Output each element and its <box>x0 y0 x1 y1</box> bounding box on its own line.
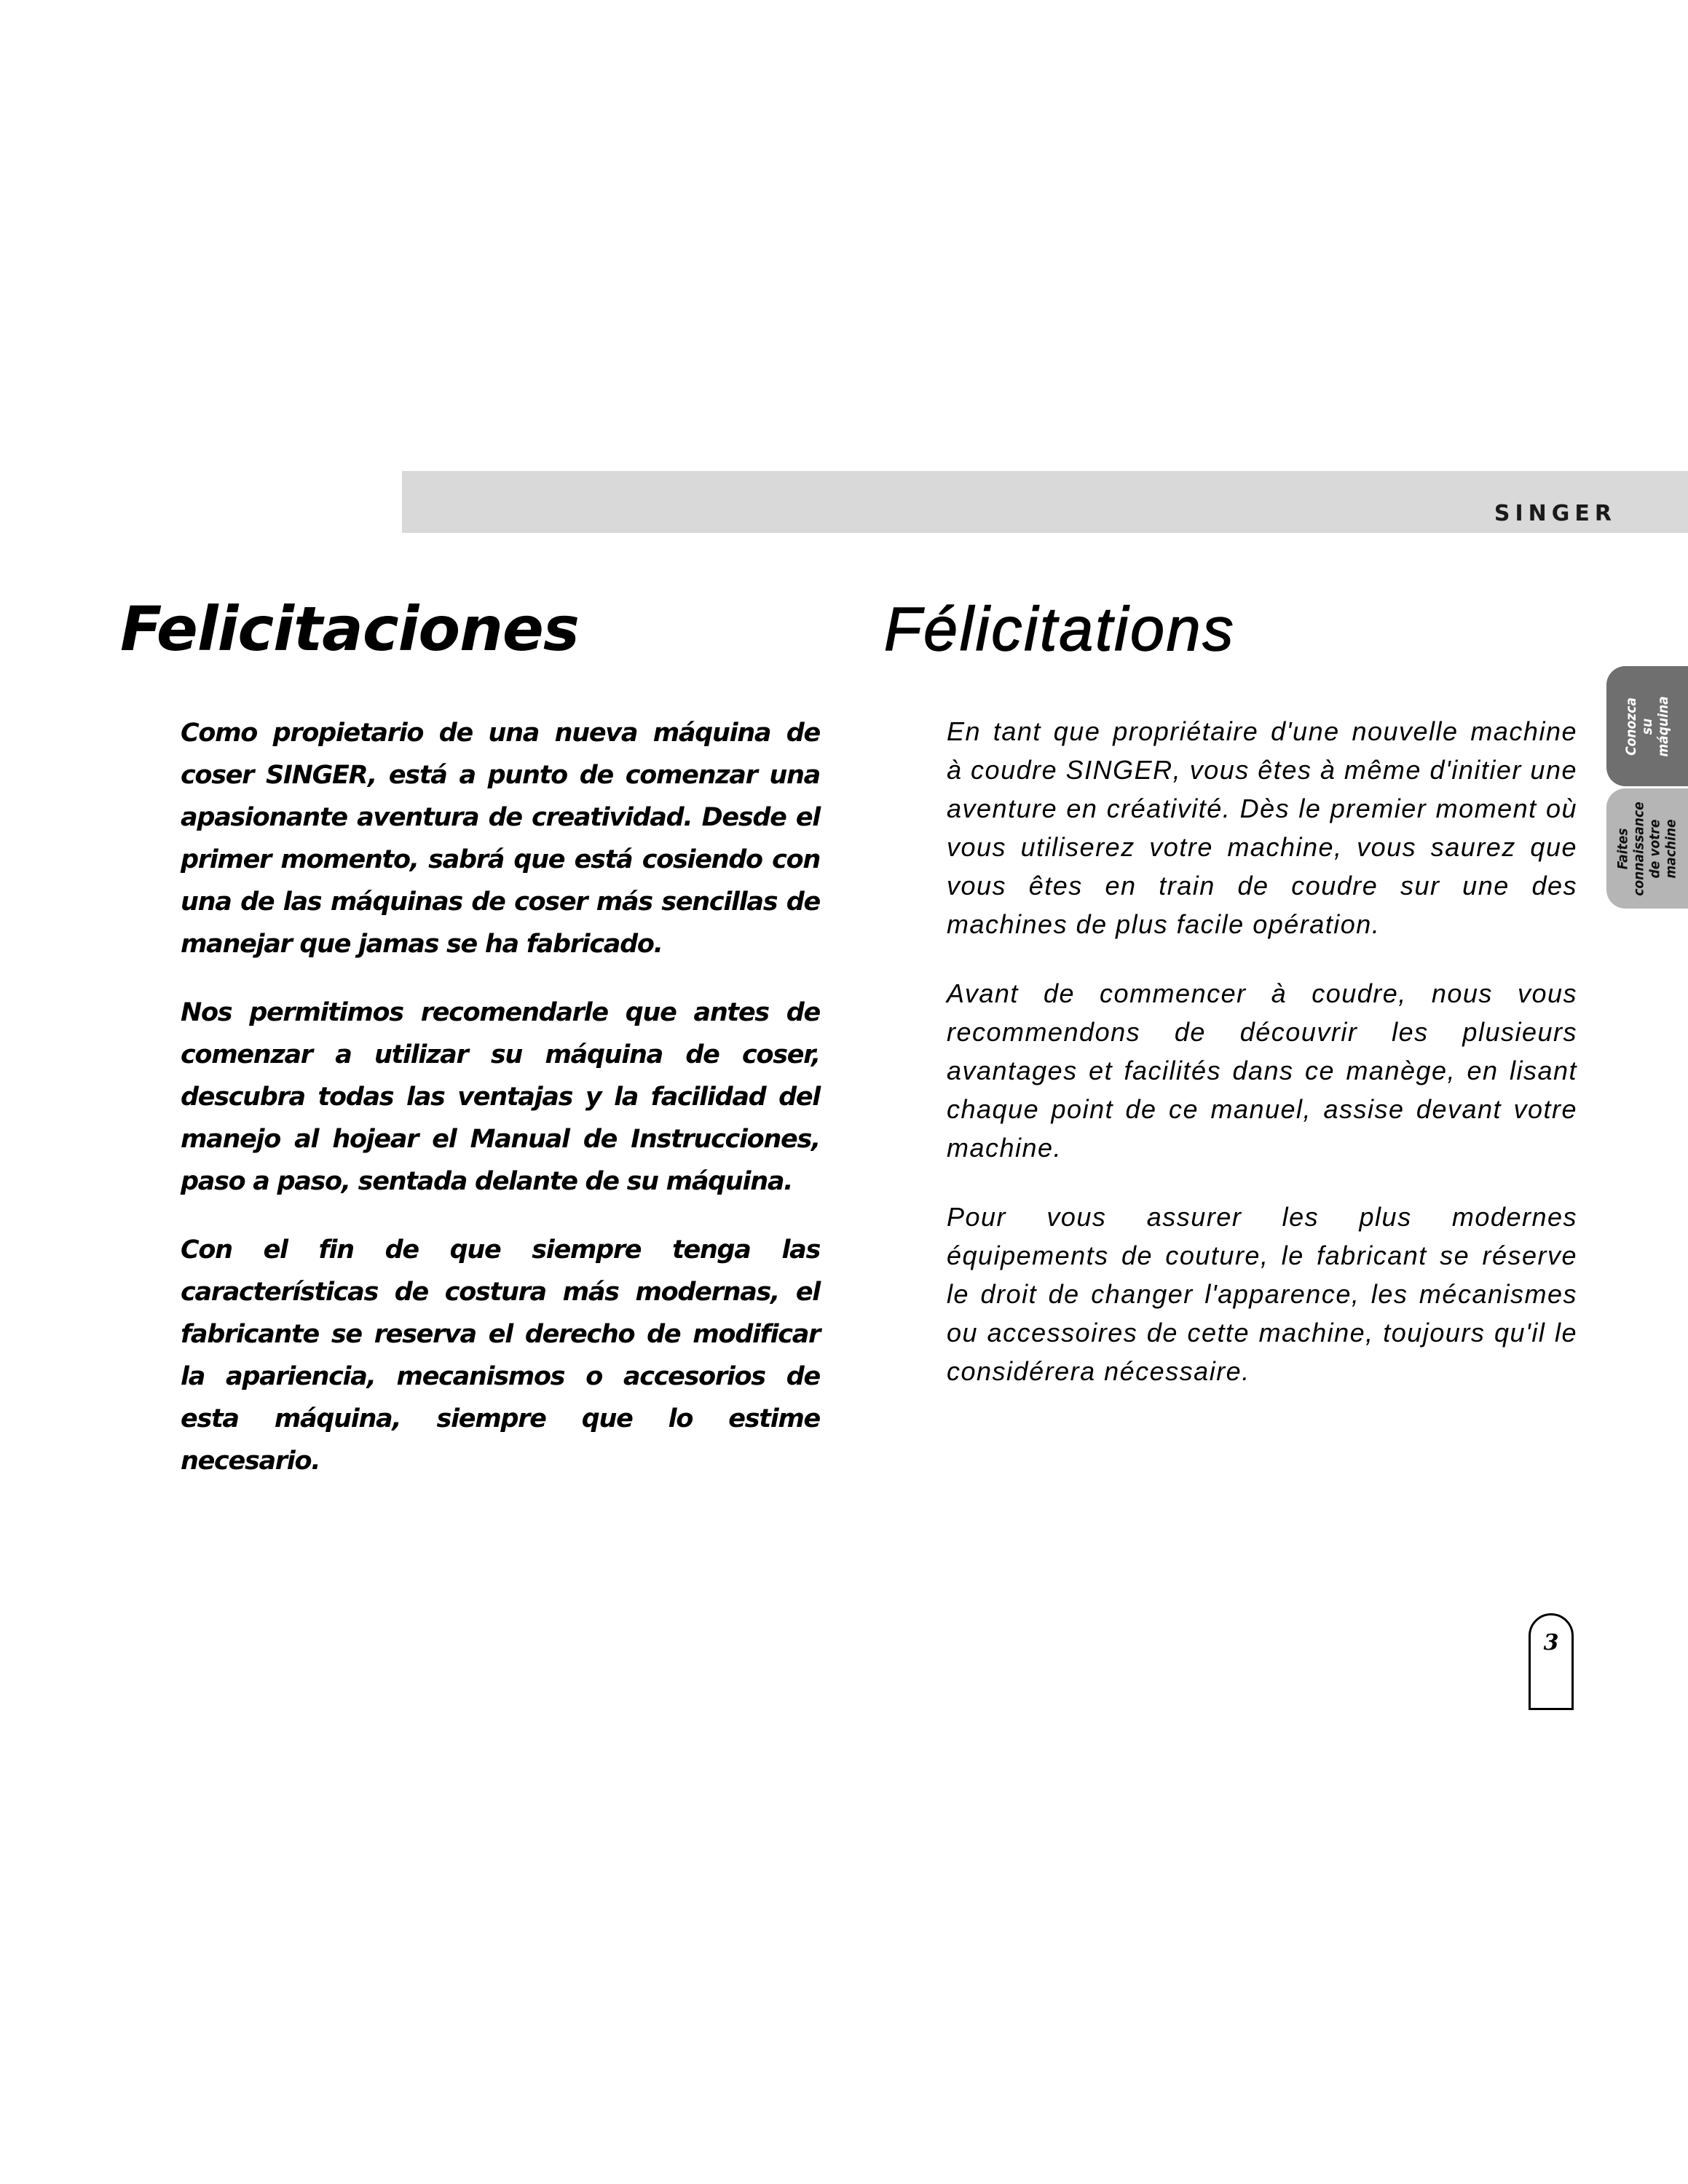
spanish-paragraph-2: Nos permitimos recomendarle que antes de comenzar a utilizar su máquina de coser, descubra todas las ventajas y la facilidad del manejo al hojear el Manual de Instrucciones, paso a paso, sentada delante de su máquina. <box>181 998 820 1196</box>
french-paragraph-2: Avant de commencer à coudre, nous vous recommendons de découvrir les plusieurs avantages et facilités dans ce manège, en lisant chaque point de ce manuel, assise devant votre machine. <box>947 978 1577 1163</box>
side-tab-spanish-label: Conozca su máquina <box>1623 695 1671 757</box>
page-number: 3 <box>1529 1613 1574 1710</box>
french-paragraph-1: En tant que propriétaire d'une nouvelle machine à coudre SINGER, vous êtes à même d'initier une aventure en créativité. Dès le premier moment où vous utiliserez votre machine, vous saurez que vous êtes en train de coudre sur une des machines de plus facile opération. <box>947 716 1577 939</box>
french-column <box>947 712 1577 1421</box>
title-french: Félicitations <box>884 595 1236 663</box>
french-paragraph-3: Pour vous assurer les plus modernes équipements de couture, le fabricant se réserve le droit de changer l'apparence, les mécanismes ou accessoires de cette machine, toujours qu'il le considérera nécessaire. <box>947 1202 1577 1386</box>
brand-logo: SINGER <box>1494 501 1617 526</box>
side-tab-french[interactable] <box>1606 788 1688 909</box>
spanish-column <box>181 712 820 1508</box>
title-spanish: Felicitaciones <box>120 593 579 665</box>
side-tab-spanish[interactable] <box>1606 666 1688 786</box>
side-tab-french-label: Faites connaissance de votre machine <box>1615 801 1679 896</box>
spanish-paragraph-1: Como propietario de una nueva máquina de coser SINGER, está a punto de comenzar una apasionante aventura de creatividad. Desde el primer momento, sabrá que está cosiendo con una de las máquinas de coser más sencillas de manejar que jamas se ha fabricado. <box>181 719 820 959</box>
spanish-paragraph-3: Con el fin de que siempre tenga las características de costura más modernas, el fabricante se reserva el derecho de modificar la apariencia, mecanismos o accesorios de esta máquina, siempre que lo estime necesario. <box>181 1235 820 1476</box>
